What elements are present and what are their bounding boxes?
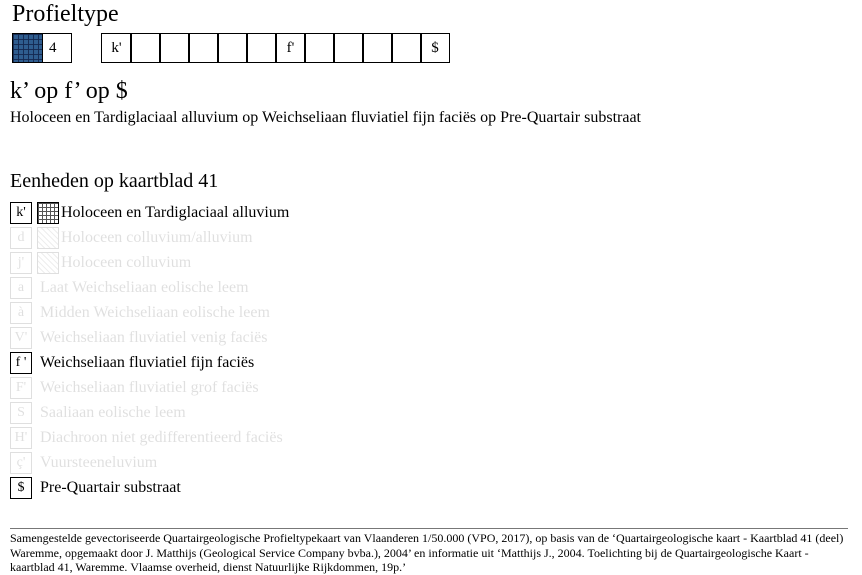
unit-label: Weichseliaan fluviatiel venig faciës <box>40 329 268 346</box>
profile-cell <box>362 33 393 63</box>
unit-pattern-swatch <box>37 227 59 249</box>
unit-label: Weichseliaan fluviatiel grof faciës <box>40 379 259 396</box>
profile-description: Holoceen en Tardiglaciaal alluvium op Weichseliaan fluviatiel fijn faciës op Pre-Quartair substraat <box>10 109 641 126</box>
profile-cell <box>391 33 422 63</box>
unit-label: Holoceen en Tardiglaciaal alluvium <box>61 204 290 221</box>
unit-label: Midden Weichseliaan eolische leem <box>40 304 270 321</box>
profile-cell: k' <box>101 33 132 63</box>
profile-cell <box>304 33 335 63</box>
unit-symbol: d <box>10 227 32 249</box>
unit-symbol: V' <box>10 327 32 349</box>
unit-label: Saaliaan eolische leem <box>40 404 186 421</box>
profile-cell <box>130 33 161 63</box>
profile-formula: k’ op f’ op $ <box>10 78 128 104</box>
unit-symbol: $ <box>10 477 32 499</box>
unit-label: Weichseliaan fluviatiel fijn faciës <box>40 354 255 371</box>
unit-symbol: H' <box>10 427 32 449</box>
profile-color-swatch <box>12 33 43 63</box>
unit-label: Pre-Quartair substraat <box>40 479 181 496</box>
profile-cell <box>246 33 277 63</box>
profile-type-number: 4 <box>42 33 72 63</box>
units-heading: Eenheden op kaartblad 41 <box>10 170 219 192</box>
unit-label: Laat Weichseliaan eolische leem <box>40 279 249 296</box>
profile-cell: f' <box>275 33 306 63</box>
profile-cell <box>188 33 219 63</box>
source-footnote: Samengestelde gevectoriseerde Quartairgeologische Profieltypekaart van Vlaanderen 1/50.000 (VPO, 2017), op basis van de ‘Quartairgeologische kaart - Kaartblad 41 (deel) Waremme, opgemaakt door J. Matthijs (Geological Service Company bvba.), 2004’ en informatie uit ‘Matthijs J., 2004. Toelichting bij de Quartairgeologische Kaart - kaartblad 41, Waremme. Vlaamse overheid, dienst Natuurlijke Rijkdommen, 19p.’ <box>10 531 844 574</box>
unit-symbol: j' <box>10 252 32 274</box>
profile-cell <box>217 33 248 63</box>
profile-cell: $ <box>420 33 450 63</box>
profile-cell <box>159 33 190 63</box>
unit-symbol: à <box>10 302 32 324</box>
footer-divider <box>10 528 848 529</box>
unit-symbol: k' <box>10 202 32 224</box>
unit-symbol: F' <box>10 377 32 399</box>
page-title: Profieltype <box>12 1 119 27</box>
unit-pattern-swatch <box>37 202 59 224</box>
unit-symbol: f ' <box>10 352 32 374</box>
unit-label: Diachroon niet gedifferentieerd faciës <box>40 429 283 446</box>
unit-symbol: ç' <box>10 452 32 474</box>
profile-cell <box>333 33 364 63</box>
unit-label: Holoceen colluvium <box>61 254 192 271</box>
unit-label: Vuursteeneluvium <box>40 454 158 471</box>
unit-pattern-swatch <box>37 252 59 274</box>
unit-symbol: S <box>10 402 32 424</box>
unit-symbol: a <box>10 277 32 299</box>
unit-label: Holoceen colluvium/alluvium <box>61 229 253 246</box>
